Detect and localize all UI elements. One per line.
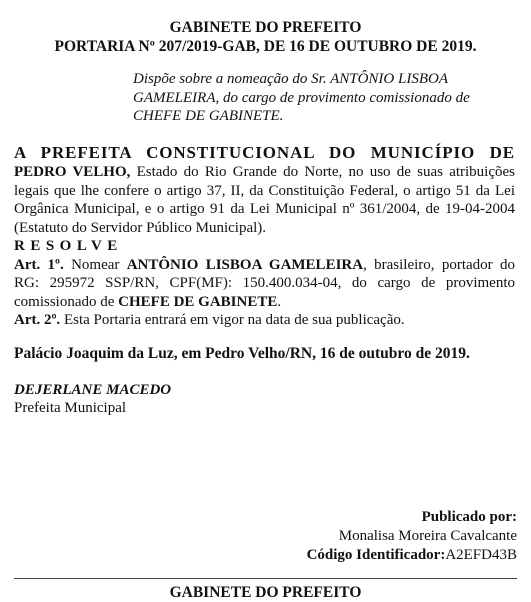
published-by-label: Publicado por:	[421, 509, 517, 525]
ordinance-summary: Dispõe sobre a nomeação do Sr. ANTÔNIO LISBOA GAMELEIRA, do cargo de provimento comissionado de CHEFE DE GABINETE.	[133, 71, 470, 124]
appointee-name: ANTÔNIO LISBOA GAMELEIRA	[126, 256, 364, 273]
preamble-paragraph	[14, 144, 515, 238]
article-1-text-c: .	[277, 293, 282, 310]
identifier-line	[307, 546, 517, 565]
resolve-heading: RESOLVE	[14, 238, 123, 254]
appointed-role: CHEFE DE GABINETE	[118, 293, 278, 310]
preamble-municipality: PEDRO VELHO,	[14, 164, 131, 180]
signature-block	[14, 381, 531, 418]
identifier-label: Código Identificador:	[306, 547, 446, 563]
article-1-label: Art. 1º.	[14, 256, 64, 273]
article-2-label: Art. 2º.	[14, 312, 61, 328]
article-1	[14, 256, 515, 312]
office-title: GABINETE DO PREFEITO	[169, 19, 362, 36]
section-divider	[14, 578, 517, 579]
article-2-text: Esta Portaria entrará em vigor na data de sua publicação.	[60, 312, 405, 328]
identifier-code: A2EFD43B	[445, 547, 517, 563]
article-1-text-b: , brasileiro, portador do RG: 295972 SSP/RN, CPF(MF): 150.400.034-04, do cargo de provimento comissionado de	[14, 256, 515, 310]
preamble-text: Estado do Rio Grande do Norte, no uso de suas atribuições legais que lhe confere o artigo 37, II, da Constituição Federal, o artigo 51 da Lei Orgânica Municipal, e o artigo 91 da Lei Municipal nº 361/2004, de 19-04-2004 (Estatuto do Servidor Público Municipal).	[14, 164, 516, 236]
ordinance-body	[14, 144, 515, 330]
article-2	[14, 311, 515, 330]
ordinance-title: PORTARIA Nº 207/2019-GAB, DE 16 DE OUTUBRO DE 2019.	[54, 38, 477, 55]
signer-name: DEJERLANE MACEDO	[14, 381, 172, 398]
next-section-title: GABINETE DO PREFEITO	[169, 584, 362, 601]
signer-title: Prefeita Municipal	[14, 400, 127, 416]
document-heading	[0, 18, 531, 56]
publication-block	[307, 508, 517, 565]
article-1-text-a: Nomear	[63, 256, 127, 273]
place-and-date: Palácio Joaquim da Luz, em Pedro Velho/RN, 16 de outubro de 2019.	[14, 344, 470, 362]
publisher-name: Monalisa Moreira Cavalcante	[338, 528, 517, 544]
preamble-lead: A PREFEITA CONSTITUCIONAL DO MUNICÍPIO DE	[14, 142, 515, 162]
